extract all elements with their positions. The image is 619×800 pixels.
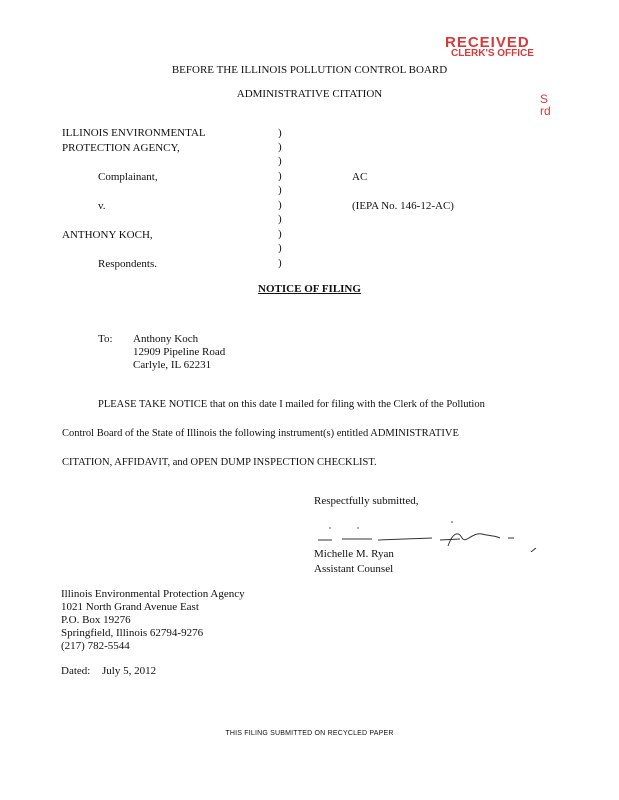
- complainant-name-line1: ILLINOIS ENVIRONMENTAL: [62, 127, 206, 139]
- board-heading: BEFORE THE ILLINOIS POLLUTION CONTROL BOARD: [171, 64, 448, 76]
- notice-body-line2: Control Board of the State of Illinois the following instrument(s) entitled ADMINISTRATIVE: [62, 428, 459, 439]
- addressee-city: Carlyle, IL 62231: [133, 359, 212, 371]
- signer-name: Michelle M. Ryan: [314, 548, 394, 560]
- agency-po-box: P.O. Box 19276: [61, 614, 131, 626]
- notice-body-line1: PLEASE TAKE NOTICE that on this date I mailed for filing with the Clerk of the Pollution: [98, 399, 485, 410]
- agency-city: Springfield, Illinois 62794-9276: [61, 627, 204, 639]
- caption-paren: ): [278, 141, 282, 153]
- case-number: (IEPA No. 146-12-AC): [352, 200, 454, 212]
- caption-paren: ): [278, 127, 282, 139]
- signature-mark: [312, 516, 552, 552]
- caption-paren: ): [278, 228, 282, 240]
- clerks-office-stamp: CLERK'S OFFICE: [451, 48, 534, 59]
- to-label: To:: [98, 333, 113, 345]
- agency-street: 1021 North Grand Avenue East: [61, 601, 199, 613]
- caption-paren: ): [278, 155, 282, 167]
- stamp-fragment-1: S: [540, 92, 549, 106]
- complainant-role: Complainant,: [98, 171, 158, 183]
- dated-label: Dated:: [61, 665, 91, 677]
- stamp-fragment-2: rd: [540, 104, 551, 118]
- citation-heading: ADMINISTRATIVE CITATION: [236, 88, 383, 100]
- agency-phone: (217) 782-5544: [61, 640, 130, 652]
- caption-paren: ): [278, 257, 282, 269]
- respondent-role: Respondents.: [98, 258, 157, 270]
- closing: Respectfully submitted,: [314, 495, 419, 507]
- case-type: AC: [352, 171, 368, 183]
- notice-body-line3: CITATION, AFFIDAVIT, and OPEN DUMP INSPECTION CHECKLIST.: [62, 457, 377, 468]
- dated-value: July 5, 2012: [102, 665, 157, 677]
- caption-paren: ): [278, 213, 282, 225]
- caption-paren: ): [278, 184, 282, 196]
- caption-paren: ): [278, 242, 282, 254]
- received-stamp: RECEIVED: [445, 34, 530, 51]
- addressee-name: Anthony Koch: [133, 333, 199, 345]
- caption-paren: ): [278, 170, 282, 182]
- agency-name: Illinois Environmental Protection Agency: [61, 588, 245, 600]
- versus-label: v.: [98, 200, 106, 212]
- signer-title: Assistant Counsel: [314, 563, 394, 575]
- caption-paren: ): [278, 199, 282, 211]
- respondent-name: ANTHONY KOCH,: [62, 229, 153, 241]
- recycled-paper-note: THIS FILING SUBMITTED ON RECYCLED PAPER: [225, 730, 394, 737]
- complainant-name-line2: PROTECTION AGENCY,: [62, 142, 180, 154]
- addressee-street: 12909 Pipeline Road: [133, 346, 226, 358]
- notice-title: NOTICE OF FILING: [258, 283, 361, 295]
